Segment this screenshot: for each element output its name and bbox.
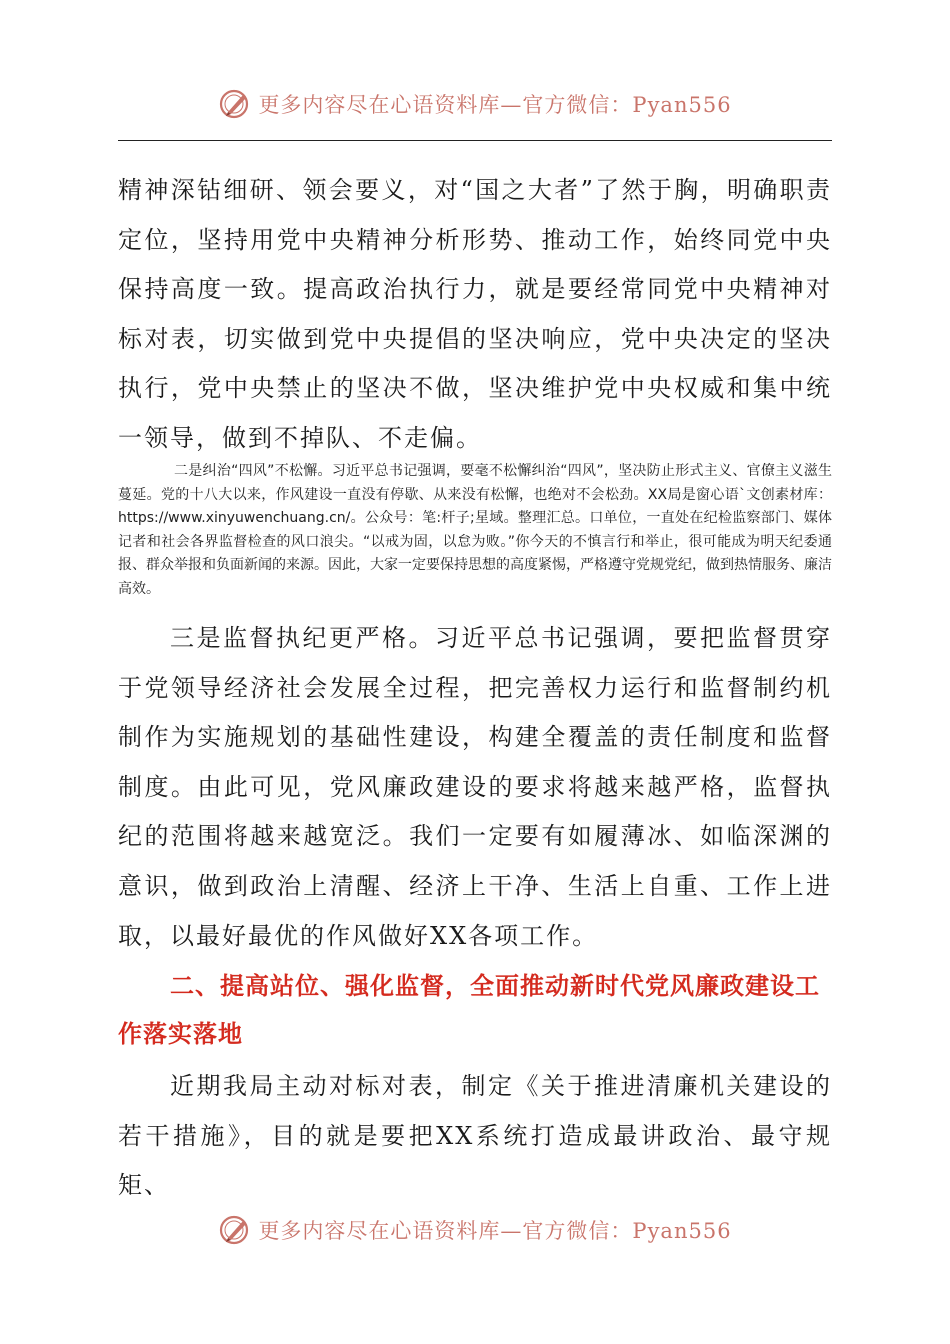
body-paragraph-continuation: 精神深钻细研、领会要义，对“国之大者”了然于胸，明确职责定位，坚持用党中央精神分析形势、推动工作，始终同党中央保持高度一致。提高政治执行力，就是要经常同党中央精神对标对表，切实做到党中央提倡的坚决响应，党中央决定的坚决执行，党中央禁止的坚决不做，坚决维护党中央权威和集中统一领导，做到不掉队、不走偏。 — [118, 176, 832, 452]
footer-banner — [0, 1210, 950, 1250]
pen-circle-logo-icon — [218, 1213, 252, 1247]
header-banner — [0, 84, 950, 124]
section-heading: 二、提高站位、强化监督，全面推动新时代党风廉政建设工作落实落地 — [118, 972, 820, 1048]
footer-banner-text: 更多内容尽在心语资料库—官方微信：Pyan556 — [258, 1219, 732, 1243]
pen-circle-logo-icon — [218, 87, 252, 121]
header-divider — [118, 140, 832, 141]
header-banner-text: 更多内容尽在心语资料库—官方微信：Pyan556 — [258, 93, 732, 117]
body-paragraph-supervision: 三是监督执纪更严格。习近平总书记强调，要把监督贯穿于党领导经济社会发展全过程，把完善权力运行和监督制约机制作为实施规划的基础性建设，构建全覆盖的责任制度和监督制度。由此可见，党风廉政建设的要求将越来越严格，监督执纪的范围将越来越宽泛。我们一定要有如履薄冰、如临深渊的意识，做到政治上清醒、经济上干净、生活上自重、工作上进取，以最好最优的作风做好XX各项工作。 — [118, 624, 832, 950]
body-paragraph-small: 二是纠治“四风”不松懈。习近平总书记强调，要毫不松懈纠治“四风”，坚决防止形式主义、官僚主义滋生蔓延。党的十八大以来，作风建设一直没有停歇、从来没有松懈，也绝对不会松劲。XX局是窗心语`文创素材库：https://www.xinyuwenchuang.cn/。公众号：笔:杆子;星域。整理汇总。口单位，一直处在纪检监察部门、媒体记者和社会各界监督检查的风口浪尖。“以戒为固，以怠为败。”你今天的不慎言行和举止，很可能成为明天纪委通报、群众举报和负面新闻的来源。因此，大家一定要保持思想的高度紧惕，严格遵守党规党纪，做到热情服务、廉洁高效。 — [118, 463, 832, 597]
body-paragraph-measures: 近期我局主动对标对表，制定《关于推进清廉机关建设的若干措施》，目的就是要把XX系统打造成最讲政治、最守规矩、 — [118, 1072, 832, 1200]
